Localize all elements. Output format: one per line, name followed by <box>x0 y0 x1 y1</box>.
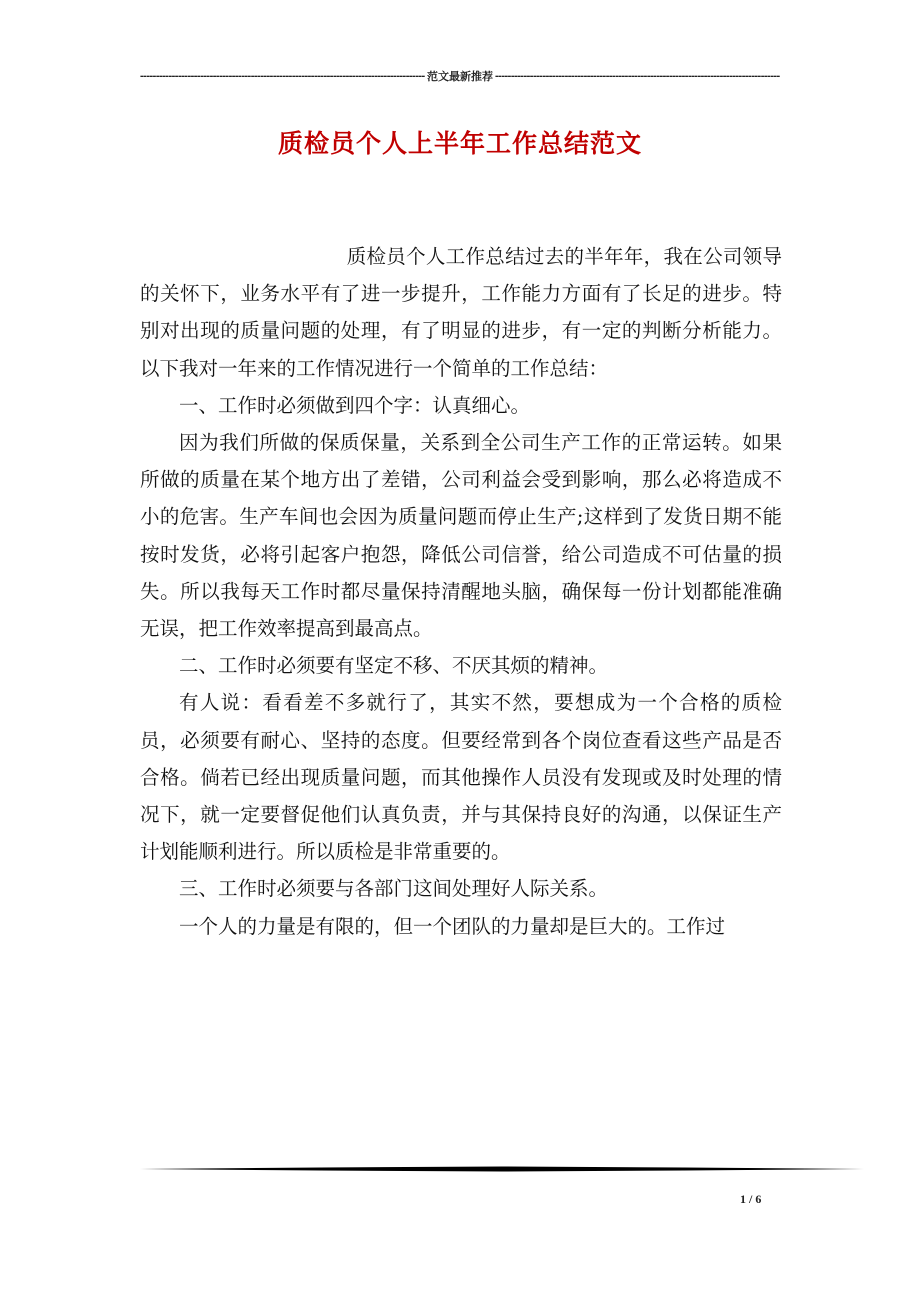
document-body <box>140 238 782 945</box>
paragraph-1: 因为我们所做的保质保量，关系到全公司生产工作的正常运转。如果所做的质量在某个地方出了差错，公司利益会受到影响，那么必将造成不小的危害。生产车间也会因为质量问题而停止生产;这样到了发货日期不能按时发货，必将引起客户抱怨，降低公司信誉，给公司造成不可估量的损失。所以我每天工作时都尽量保持清醒地头脑，确保每一份计划都能准确无误，把工作效率提高到最高点。 <box>140 431 782 641</box>
paragraph-intro: 质检员个人工作总结过去的半年年，我在公司领导的关怀下，业务水平有了进一步提升，工作能力方面有了长足的进步。特别对出现的质量问题的处理，有了明显的进步，有一定的判断分析能力。以下我对一年来的工作情况进行一个简单的工作总结： <box>140 245 782 380</box>
paragraph-3: 一个人的力量是有限的，但一个团队的力量却是巨大的。工作过 <box>179 914 726 938</box>
page-header <box>140 68 780 84</box>
header-label: 范文最新推荐 <box>427 71 493 83</box>
header-dash-left <box>140 70 425 82</box>
document-title: 质检员个人上半年工作总结范文 <box>277 129 642 158</box>
header-dash-right <box>495 70 780 82</box>
section-heading-2: 二、工作时必须要有坚定不移、不厌其烦的精神。 <box>179 654 609 678</box>
footer-rule <box>140 1166 864 1172</box>
section-heading-1: 一、工作时必须做到四个字：认真细心。 <box>179 393 531 417</box>
page-number: 1 / 6 <box>740 1192 762 1206</box>
paragraph-2: 有人说：看看差不多就行了，其实不然，要想成为一个合格的质检员，必须要有耐心、坚持的态度。但要经常到各个岗位查看这些产品是否合格。倘若已经出现质量问题，而其他操作人员没有发现或及时处理的情况下，就一定要督促他们认真负责，并与其保持良好的沟通，以保证生产计划能顺利进行。所以质检是非常重要的。 <box>140 691 782 864</box>
section-heading-3: 三、工作时必须要与各部门这间处理好人际关系。 <box>179 877 609 901</box>
